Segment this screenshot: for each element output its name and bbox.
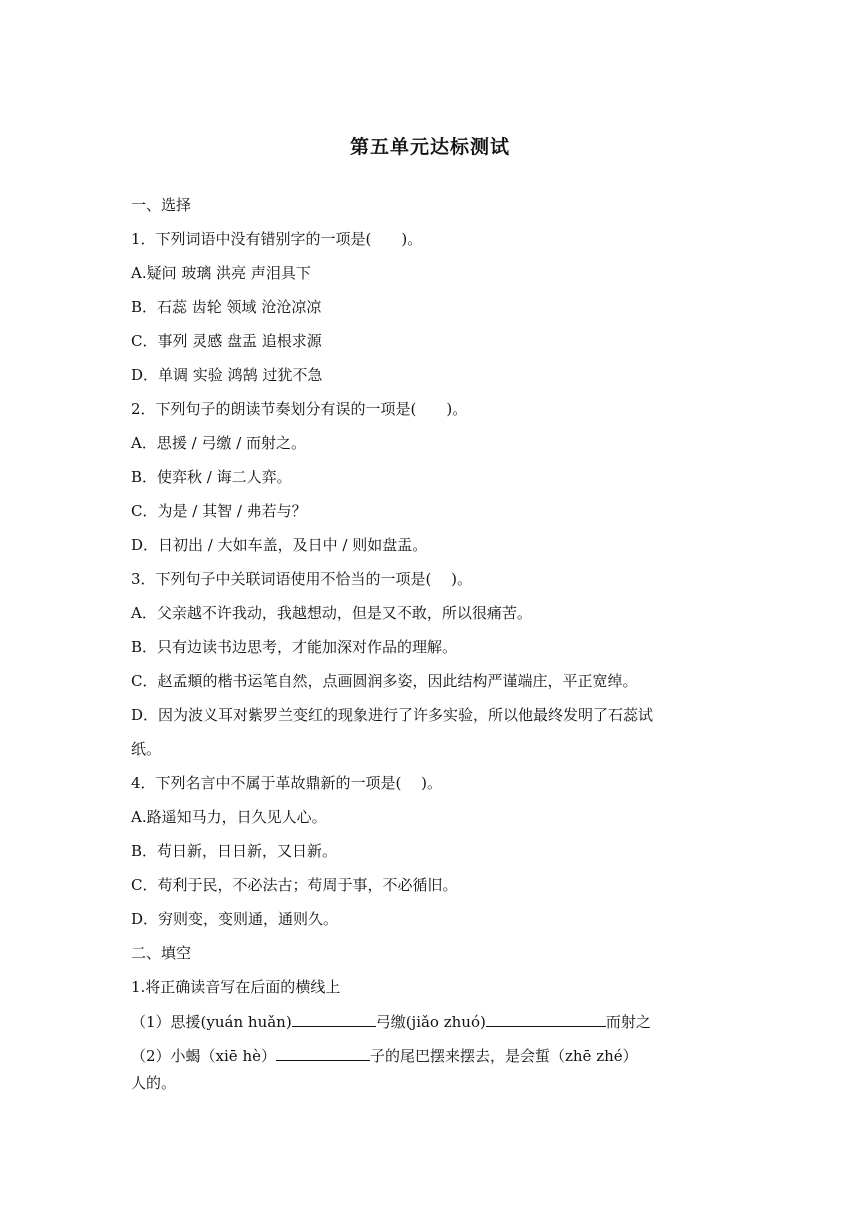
section-heading-fill: 二、填空 [131,944,192,962]
question-2-option-d: D．日初出 / 大如车盖，及日中 / 则如盘盂。 [131,536,428,554]
question-4-option-b: B．苟日新，日日新，又日新。 [131,842,338,860]
fill-item-1 [131,1010,651,1033]
question-1-option-a: A.疑问 玻璃 洪亮 声泪具下 [131,264,311,282]
answer-blank[interactable] [486,1010,606,1027]
question-2-option-a: A．思援 / 弓缴 / 而射之。 [131,434,307,452]
fill-item-2-part-a: （2）小蝎（xiē hè） [131,1047,276,1065]
question-1-option-d: D．单调 实验 鸿鹄 过犹不急 [131,366,323,384]
question-3-option-c: C．赵孟頫的楷书运笔自然，点画圆润多姿，因此结构严谨端庄，平正宽绰。 [131,672,638,690]
question-1-option-b: B．石蕊 齿轮 领域 沧沧凉凉 [131,298,322,316]
question-3-option-d-continued: 纸。 [131,740,162,758]
question-3-stem: 3．下列句子中关联词语使用不恰当的一项是( )。 [131,570,473,588]
question-4-option-d: D．穷则变，变则通，通则久。 [131,910,339,928]
question-2-stem: 2．下列句子的朗读节奏划分有误的一项是( )。 [131,400,468,418]
page-title: 第五单元达标测试 [349,136,510,158]
question-2-option-c: C．为是 / 其智 / 弗若与？ [131,502,307,520]
section-heading-choice: 一、选择 [131,196,192,214]
fill-item-1-part-c: 而射之 [605,1013,651,1031]
fill-item-1-part-b: 弓缴(jiǎo zhuó) [375,1013,486,1031]
fill-question-stem: 1.将正确读音写在后面的横线上 [131,978,341,996]
fill-item-2-continued: 人的。 [131,1074,177,1092]
question-3-option-a: A．父亲越不许我动，我越想动，但是又不敢，所以很痛苦。 [131,604,532,622]
question-4-option-c: C．苟利于民，不必法古；苟周于事，不必循旧。 [131,876,458,894]
question-4-stem: 4．下列名言中不属于革故鼎新的一项是( )。 [131,774,443,792]
question-3-option-b: B．只有边读书边思考，才能加深对作品的理解。 [131,638,458,656]
fill-item-2-part-b: 子的尾巴摆来摆去，是会蜇（zhē zhé） [369,1047,638,1065]
answer-blank[interactable] [276,1044,370,1061]
fill-item-1-part-a: （1）思援(yuán huǎn) [131,1013,292,1031]
fill-item-2 [131,1044,638,1067]
answer-blank[interactable] [292,1010,376,1027]
question-3-option-d: D．因为波义耳对紫罗兰变红的现象进行了许多实验，所以他最终发明了石蕊试 [131,706,654,724]
question-1-option-c: C．事列 灵感 盘盂 追根求源 [131,332,322,350]
question-4-option-a: A.路遥知马力，日久见人心。 [131,808,327,826]
question-2-option-b: B．使弈秋 / 诲二人弈。 [131,468,292,486]
question-1-stem: 1．下列词语中没有错别字的一项是( )。 [131,230,423,248]
